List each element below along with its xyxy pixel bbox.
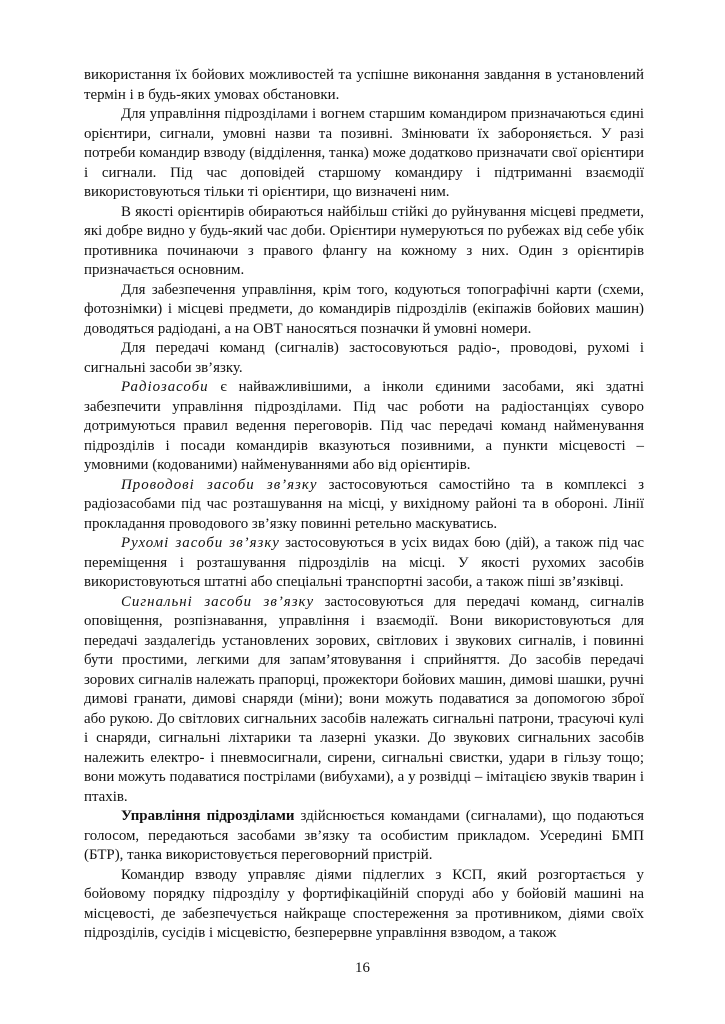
paragraph-1: [84, 66, 644, 105]
paragraph-mobile-means-text: застосовуються в усіх видах бою (дій), а також під час переміщення і розташування підрозділів на місці. У якості рухомих засобів використовуються штатні або спеціальні транспортні засоби, а також піші зв’язківці.: [84, 535, 644, 590]
term-signal-means: Сигнальні засоби зв’язку: [121, 593, 315, 610]
paragraph-platoon-commander: [84, 866, 644, 944]
paragraph-2: [84, 105, 644, 203]
term-mobile-means: Рухомі засоби зв’язку: [121, 535, 280, 551]
term-unit-control: Управління підрозділами: [121, 808, 295, 824]
paragraph-signal-means-text: застосовуються для передачі команд, сигналів оповіщення, розпізнавання, управління і взаємодії. Вони використовуються для передачі заздалегідь установлених зорових, світлових і звукових сигналів, і повинні бути простими, легкими для запам’ятовування і сприйняття. До засобів передачі зорових сигналів належать прапорці, прожектори бойових машин, димові шашки, ручні димові гранати, димові снаряди (міни); вони можуть подаватися за допомогою зброї або рукою. До світлових сигнальних засобів належать сигнальні патрони, трасуючі кулі і снаряди, сигнальні ліхтарики та лазерні указки. До звукових сигнальних засобів належить електро- і пневмосигнали, сирени, сигнальні свистки, удари в гільзу тощо; вони можуть подаватися пострілами (вибухами), а у розвідці – імітацією звуків тварин і птахів.: [84, 593, 644, 805]
term-wire-means: Проводові засоби зв’язку: [121, 476, 318, 493]
paragraph-unit-control: [84, 807, 644, 866]
paragraph-1-text: використання їх бойових можливостей та успішне виконання завдання в установлений термін і в будь-яких умовах обстановки.: [84, 67, 644, 103]
paragraph-2-text: Для управління підрозділами і вогнем старшим командиром призначаються єдині орієнтири, сигнали, умовні назви та позивні. Змінювати їх забороняється. У разі потреби командир взводу (відділення, танка) може додатково призначати свої орієнтири і сигнали. Під час доповідей старшому командиру і підтриманні взаємодії використовуються тільки ті орієнтири, що визначені ним.: [84, 106, 644, 200]
paragraph-4: [84, 281, 644, 340]
paragraph-4-text: Для забезпечення управління, крім того, кодуються топографічні карти (схеми, фотознімки) і місцеві предмети, до командирів підрозділів (екіпажів бойових машин) доводяться радіодані, а на ОВТ наносяться позначки й умовні номери.: [84, 281, 644, 337]
document-body: [84, 66, 644, 944]
paragraph-signal-means: [84, 593, 644, 808]
paragraph-3-text: В якості орієнтирів обираються найбільш стійкі до руйнування місцеві предмети, які добре видно у будь-який час доби. Орієнтири нумеруються по рубежах від себе убік противника починаючи з правого флангу на кожному з них. Один з орієнтирів призначається основним.: [84, 203, 644, 278]
paragraph-platoon-commander-text: Командир взводу управляє діями підлеглих з КСП, який розгортається у бойовому порядку підрозділу у фортифікаційній споруді або у бойовій машині на місцевості, де забезпечується найкраще спостереження за противником, діями своїх підрозділів, сусідів і місцевістю, безперервне управління взводом, а також: [84, 866, 644, 941]
paragraph-wire-means: [84, 476, 644, 535]
term-radio-means: Радіозасоби: [121, 379, 209, 395]
paragraph-radio-means-text: є найважливішими, а інколи єдиними засобами, які здатні забезпечити управління підрозділами. Під час роботи на радіостанціях суворо дотримуються правил ведення переговорів. Під час передачі команд найменування підрозділів і посади командирів вказуються позивними, а пункти місцевості – умовними (кодованими) найменуваннями або від орієнтирів.: [84, 379, 644, 473]
page-number: 16: [355, 960, 370, 976]
paragraph-5: [84, 339, 644, 378]
paragraph-wire-means-text: застосовуються самостійно та в комплексі з радіозасобами під час розташування на місці, у вихідному районі та в обороні. Лінії прокладання проводового зв’язку повинні ретельно маскуватись.: [84, 476, 644, 532]
paragraph-3: [84, 203, 644, 281]
paragraph-unit-control-text: здійснюється командами (сигналами), що подаються голосом, передаються засобами зв’язку та особистим прикладом. Усередині БМП (БТР), танка використовується переговорний пристрій.: [84, 808, 645, 863]
paragraph-5-text: Для передачі команд (сигналів) застосовуються радіо-, проводові, рухомі і сигнальні засоби зв’язку.: [84, 340, 644, 376]
paragraph-radio-means: [84, 378, 644, 476]
paragraph-mobile-means: [84, 534, 644, 593]
